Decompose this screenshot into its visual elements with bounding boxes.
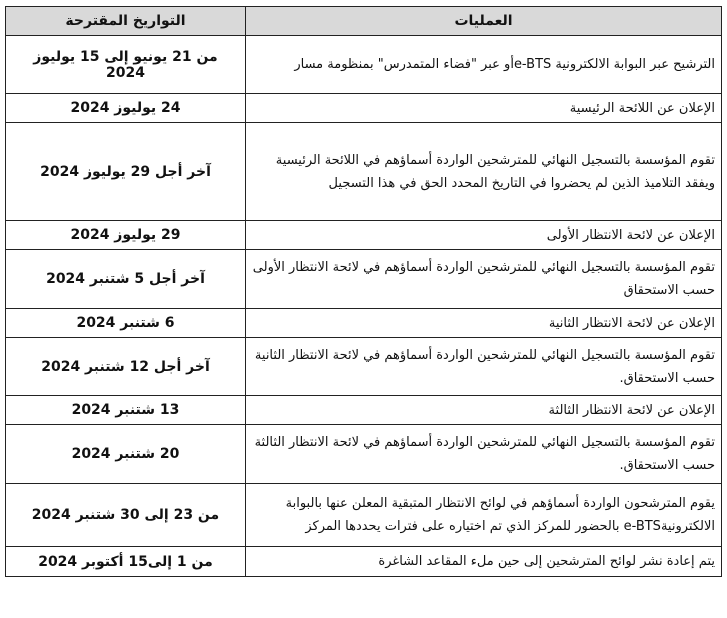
table-row <box>6 309 722 338</box>
operation-cell: الإعلان عن لائحة الانتظار الثالثة <box>246 396 722 425</box>
table-row <box>6 250 722 309</box>
operation-cell: تقوم المؤسسة بالتسجيل النهائي للمترشحين الواردة أسماؤهم في لائحة الانتظار الأولى حسب الاستحقاق <box>246 250 722 309</box>
date-cell: من 1 إلى15 أكتوبر 2024 <box>6 547 246 577</box>
operation-cell: يقوم المترشحون الواردة أسماؤهم في لوائح الانتظار المتبقية المعلن عنها بالبوابة الالكترونيةe-BTS بالحضور للمركز الذي تم اختياره على فترات يحددها المركز <box>246 484 722 547</box>
operation-cell: يتم إعادة نشر لوائح المترشحين إلى حين ملء المقاعد الشاغرة <box>246 547 722 577</box>
operation-cell: الترشيح عبر البوابة الالكترونية e-BTSأو عبر "فضاء المتمدرس" بمنظومة مسار <box>246 36 722 94</box>
date-cell: 24 يوليوز 2024 <box>6 94 246 123</box>
table-row <box>6 94 722 123</box>
document-page <box>5 6 721 577</box>
date-cell: آخر أجل 12 شتنبر 2024 <box>6 338 246 396</box>
dates-header: التواريخ المقترحة <box>6 7 246 36</box>
operation-cell: الإعلان عن لائحة الانتظار الثانية <box>246 309 722 338</box>
header-row <box>6 7 722 36</box>
operation-cell: تقوم المؤسسة بالتسجيل النهائي للمترشحين الواردة أسماؤهم في لائحة الانتظار الثالثة حسب الاستحقاق. <box>246 425 722 484</box>
table-row <box>6 221 722 250</box>
date-cell: من 21 يونيو إلى 15 يوليوز 2024 <box>6 36 246 94</box>
operation-cell: الإعلان عن لائحة الانتظار الأولى <box>246 221 722 250</box>
date-cell: 20 شتنبر 2024 <box>6 425 246 484</box>
date-cell: 6 شتنبر 2024 <box>6 309 246 338</box>
date-cell: من 23 إلى 30 شتنبر 2024 <box>6 484 246 547</box>
table-row <box>6 425 722 484</box>
table-row <box>6 484 722 547</box>
table-row <box>6 123 722 221</box>
schedule-table <box>5 6 722 577</box>
operation-cell: الإعلان عن اللائحة الرئيسية <box>246 94 722 123</box>
table-row <box>6 338 722 396</box>
operation-cell: تقوم المؤسسة بالتسجيل النهائي للمترشحين الواردة أسماؤهم في لائحة الانتظار الثانية حسب الاستحقاق. <box>246 338 722 396</box>
operations-header: العمليات <box>246 7 722 36</box>
date-cell: آخر أجل 29 يوليوز 2024 <box>6 123 246 221</box>
table-row <box>6 547 722 577</box>
date-cell: 29 يوليوز 2024 <box>6 221 246 250</box>
date-cell: 13 شتنبر 2024 <box>6 396 246 425</box>
table-row <box>6 396 722 425</box>
operation-cell: تقوم المؤسسة بالتسجيل النهائي للمترشحين الواردة أسماؤهم في اللائحة الرئيسية ويفقد التلاميذ الذين لم يحضروا في التاريخ المحدد الحق في هذا التسجيل <box>246 123 722 221</box>
date-cell: آخر أجل 5 شتنبر 2024 <box>6 250 246 309</box>
table-row <box>6 36 722 94</box>
